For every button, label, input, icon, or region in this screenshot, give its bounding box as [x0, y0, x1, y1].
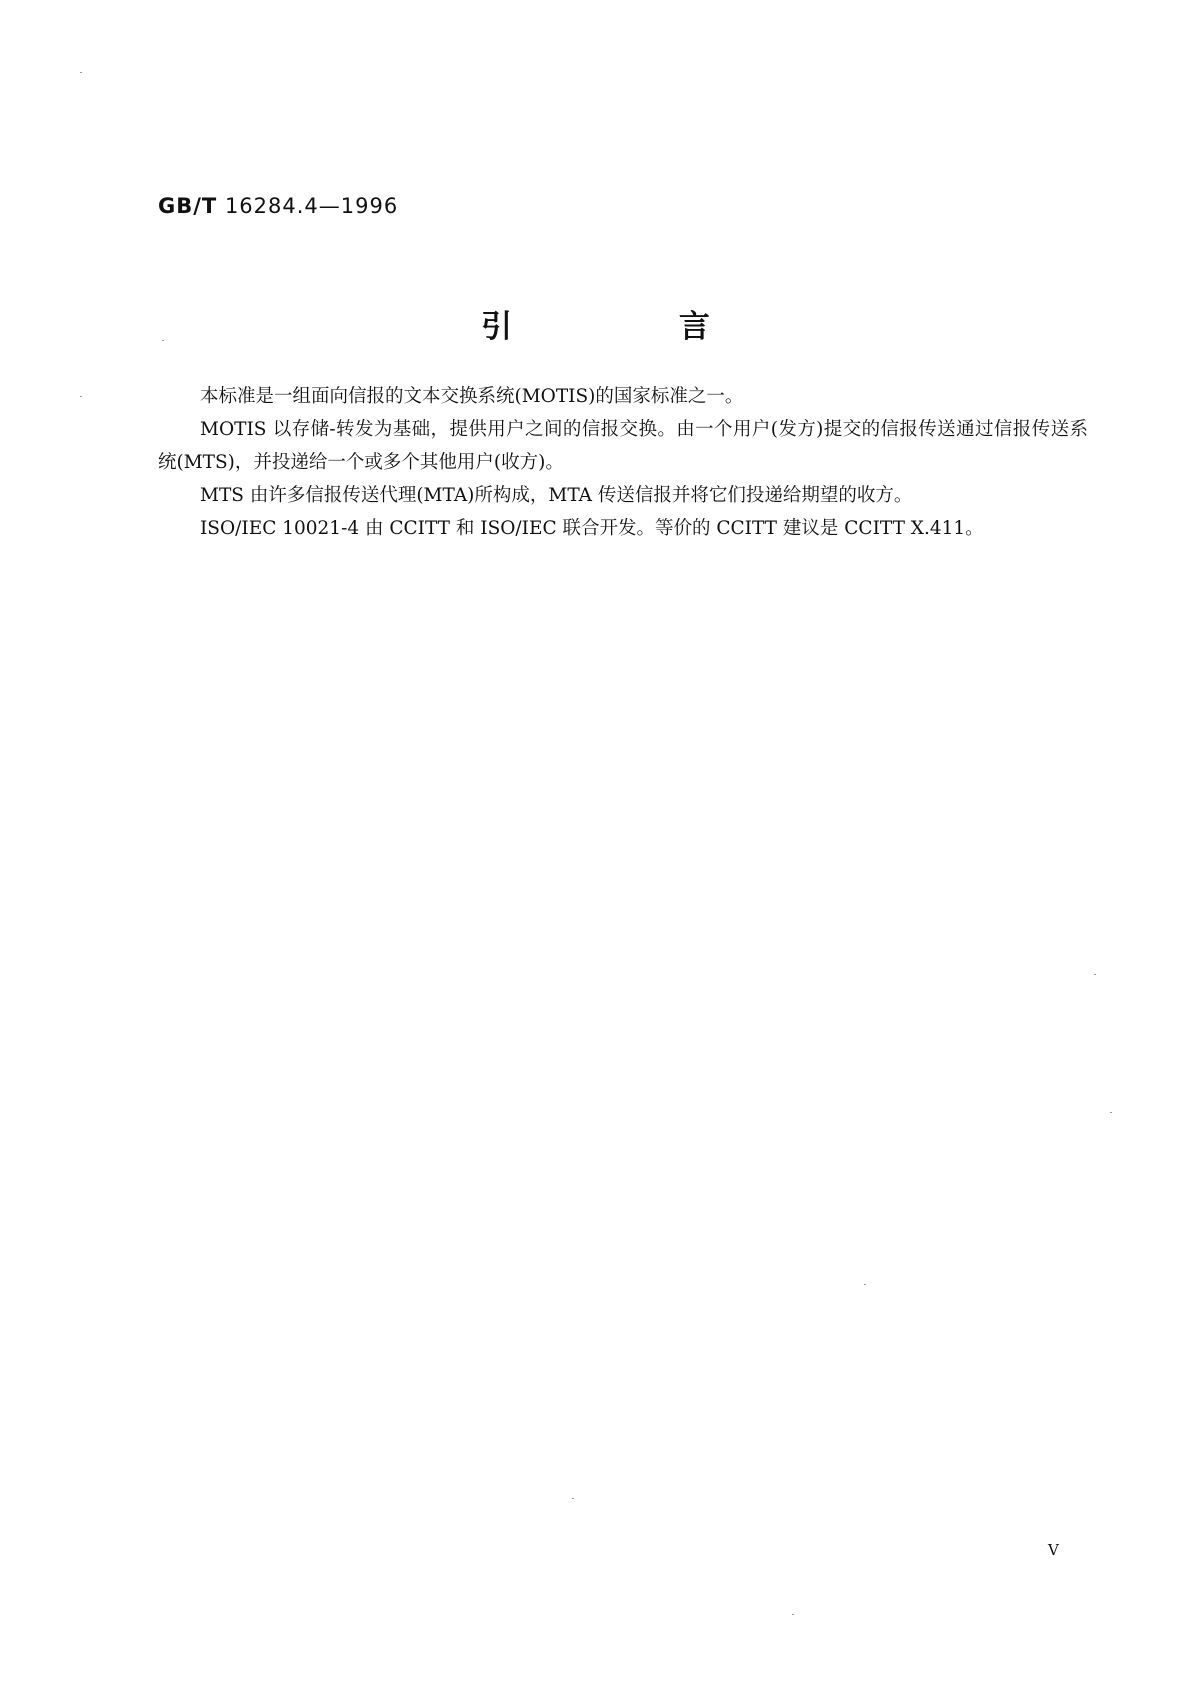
scan-speck [1094, 974, 1096, 975]
scan-speck [572, 1498, 574, 1499]
scan-speck [864, 1284, 866, 1285]
paragraph-2: MOTIS 以存储-转发为基础，提供用户之间的信报交换。由一个用户(发方)提交的信报传送通过信报传送系统(MTS)，并投递给一个或多个其他用户(收方)。 [158, 419, 1088, 473]
standard-prefix: GB/T [158, 194, 218, 218]
scan-speck [1110, 1112, 1112, 1113]
scan-speck [80, 72, 82, 73]
paragraph-1: 本标准是一组面向信报的文本交换系统(MOTIS)的国家标准之一。 [200, 386, 744, 407]
introduction-body [158, 380, 1088, 545]
paragraph-4: ISO/IEC 10021-4 由 CCITT 和 ISO/IEC 联合开发。等价的 CCITT 建议是 CCITT X.411。 [200, 518, 984, 539]
standard-number: 16284.4—1996 [224, 194, 399, 218]
paragraph-3: MTS 由许多信报传送代理(MTA)所构成，MTA 传送信报并将它们投递给期望的收方。 [200, 485, 913, 506]
scan-speck [80, 396, 82, 397]
scan-speck [162, 340, 164, 341]
section-title: 引 言 [481, 309, 788, 345]
standard-code-header [158, 196, 398, 217]
scan-speck [792, 1614, 794, 1615]
page-number: V [1048, 1541, 1059, 1559]
